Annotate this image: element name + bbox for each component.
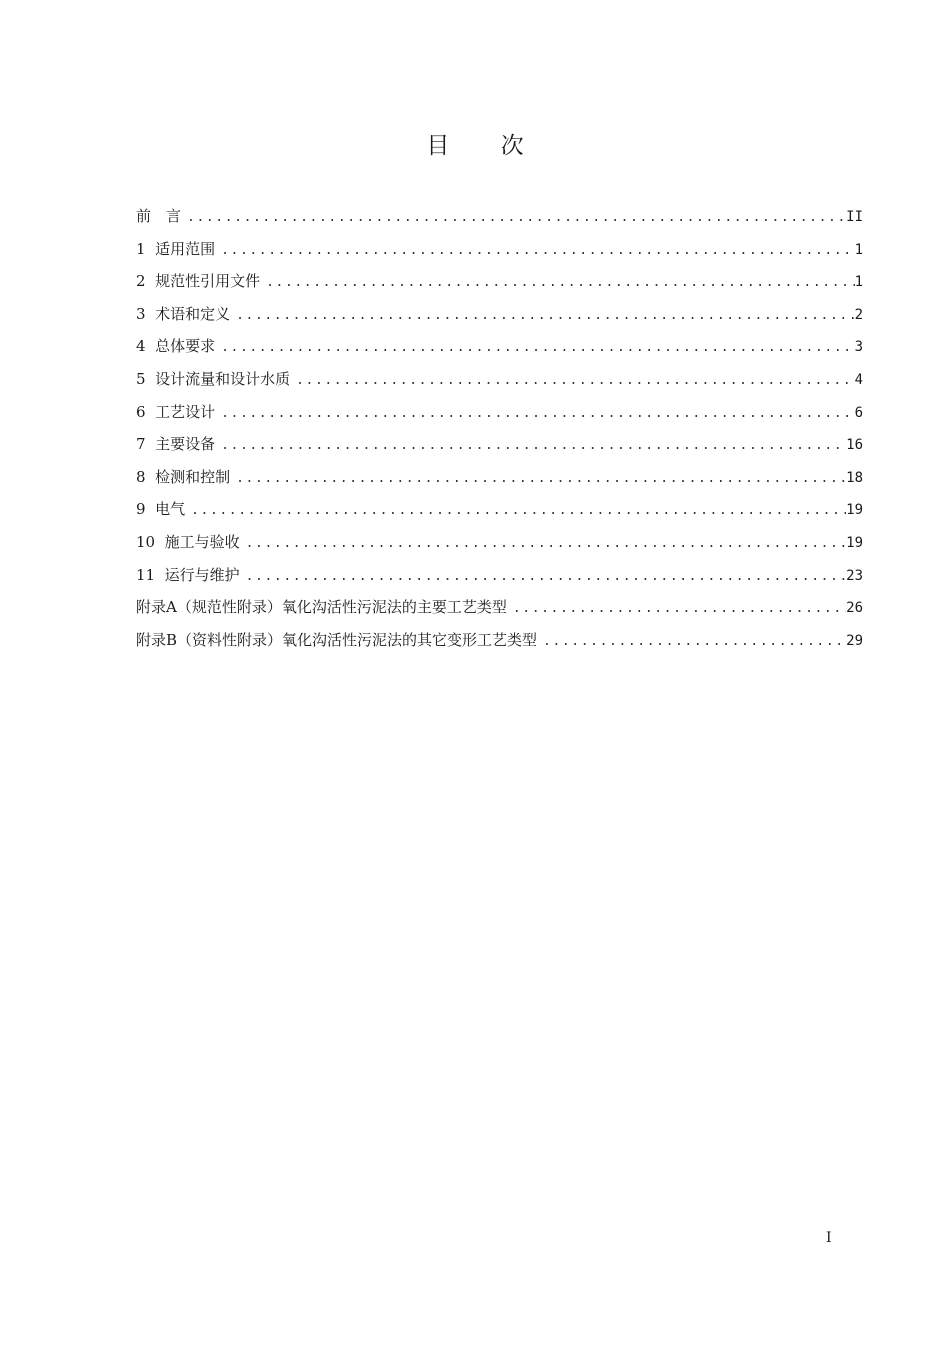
toc-entry-label: 附录A（规范性附录）氧化沟活性污泥法的主要工艺类型 — [136, 598, 507, 617]
toc-entry-8[interactable] — [136, 461, 863, 494]
toc-entry-appendix-b[interactable] — [136, 624, 863, 657]
toc-entry-label: 7 主要设备 — [136, 435, 216, 454]
toc-entry-10[interactable] — [136, 526, 863, 559]
toc-entry-label: 4 总体要求 — [136, 337, 216, 356]
toc-entry-label: 2 规范性引用文件 — [136, 272, 261, 291]
toc-entry-label: 8 检测和控制 — [136, 467, 231, 486]
toc-dot-leader — [230, 463, 846, 494]
toc-dot-leader — [215, 430, 846, 461]
toc-entry-foreword[interactable] — [136, 200, 863, 233]
toc-entry-page: 23 — [846, 567, 863, 584]
toc-dot-leader — [215, 398, 854, 429]
toc-entry-label: 9 电气 — [136, 500, 186, 519]
toc-entry-appendix-a[interactable] — [136, 591, 863, 624]
toc-dot-leader — [260, 267, 854, 298]
toc-entry-3[interactable] — [136, 298, 863, 331]
toc-dot-leader — [185, 495, 846, 526]
toc-dot-leader — [290, 365, 854, 396]
toc-entry-page: 19 — [846, 534, 863, 551]
toc-entry-page: 1 — [854, 274, 863, 291]
toc-entry-2[interactable] — [136, 265, 863, 298]
page-number: I — [826, 1230, 832, 1246]
toc-entry-page: 6 — [854, 404, 863, 421]
toc-entry-11[interactable] — [136, 559, 863, 592]
toc-dot-leader — [181, 202, 846, 233]
toc-entry-9[interactable] — [136, 493, 863, 526]
toc-entry-page: 26 — [846, 600, 863, 617]
toc-entry-page: 3 — [854, 339, 863, 356]
toc-entry-label: 附录B（资料性附录）氧化沟活性污泥法的其它变形工艺类型 — [136, 630, 538, 649]
toc-entry-6[interactable] — [136, 396, 863, 429]
page-title: 目 次 — [426, 133, 546, 159]
toc-dot-leader — [537, 626, 846, 657]
toc-entry-7[interactable] — [136, 428, 863, 461]
toc-dot-leader — [230, 300, 854, 331]
toc-entry-4[interactable] — [136, 330, 863, 363]
toc-entry-page: 18 — [846, 469, 863, 486]
toc-entry-label: 11 运行与维护 — [136, 565, 240, 584]
toc-dot-leader — [507, 593, 846, 624]
toc-entry-page: II — [846, 209, 863, 225]
toc-entry-label: 3 术语和定义 — [136, 304, 231, 323]
toc-entry-page: 1 — [854, 241, 863, 258]
table-of-contents — [136, 200, 863, 656]
toc-dot-leader — [240, 528, 847, 559]
toc-entry-label: 前 言 — [136, 207, 182, 225]
toc-entry-label: 10 施工与验收 — [136, 532, 240, 551]
toc-entry-5[interactable] — [136, 363, 863, 396]
toc-entry-1[interactable] — [136, 233, 863, 266]
toc-entry-page: 2 — [854, 306, 863, 323]
toc-entry-page: 16 — [846, 437, 863, 454]
toc-dot-leader — [240, 561, 847, 592]
toc-dot-leader — [215, 332, 854, 363]
toc-entry-label: 6 工艺设计 — [136, 402, 216, 421]
toc-entry-page: 4 — [854, 371, 863, 388]
toc-entry-page: 29 — [846, 632, 863, 649]
toc-entry-page: 19 — [846, 502, 863, 519]
toc-dot-leader — [215, 235, 854, 266]
toc-entry-label: 5 设计流量和设计水质 — [136, 369, 291, 388]
toc-entry-label: 1 适用范围 — [136, 239, 216, 258]
